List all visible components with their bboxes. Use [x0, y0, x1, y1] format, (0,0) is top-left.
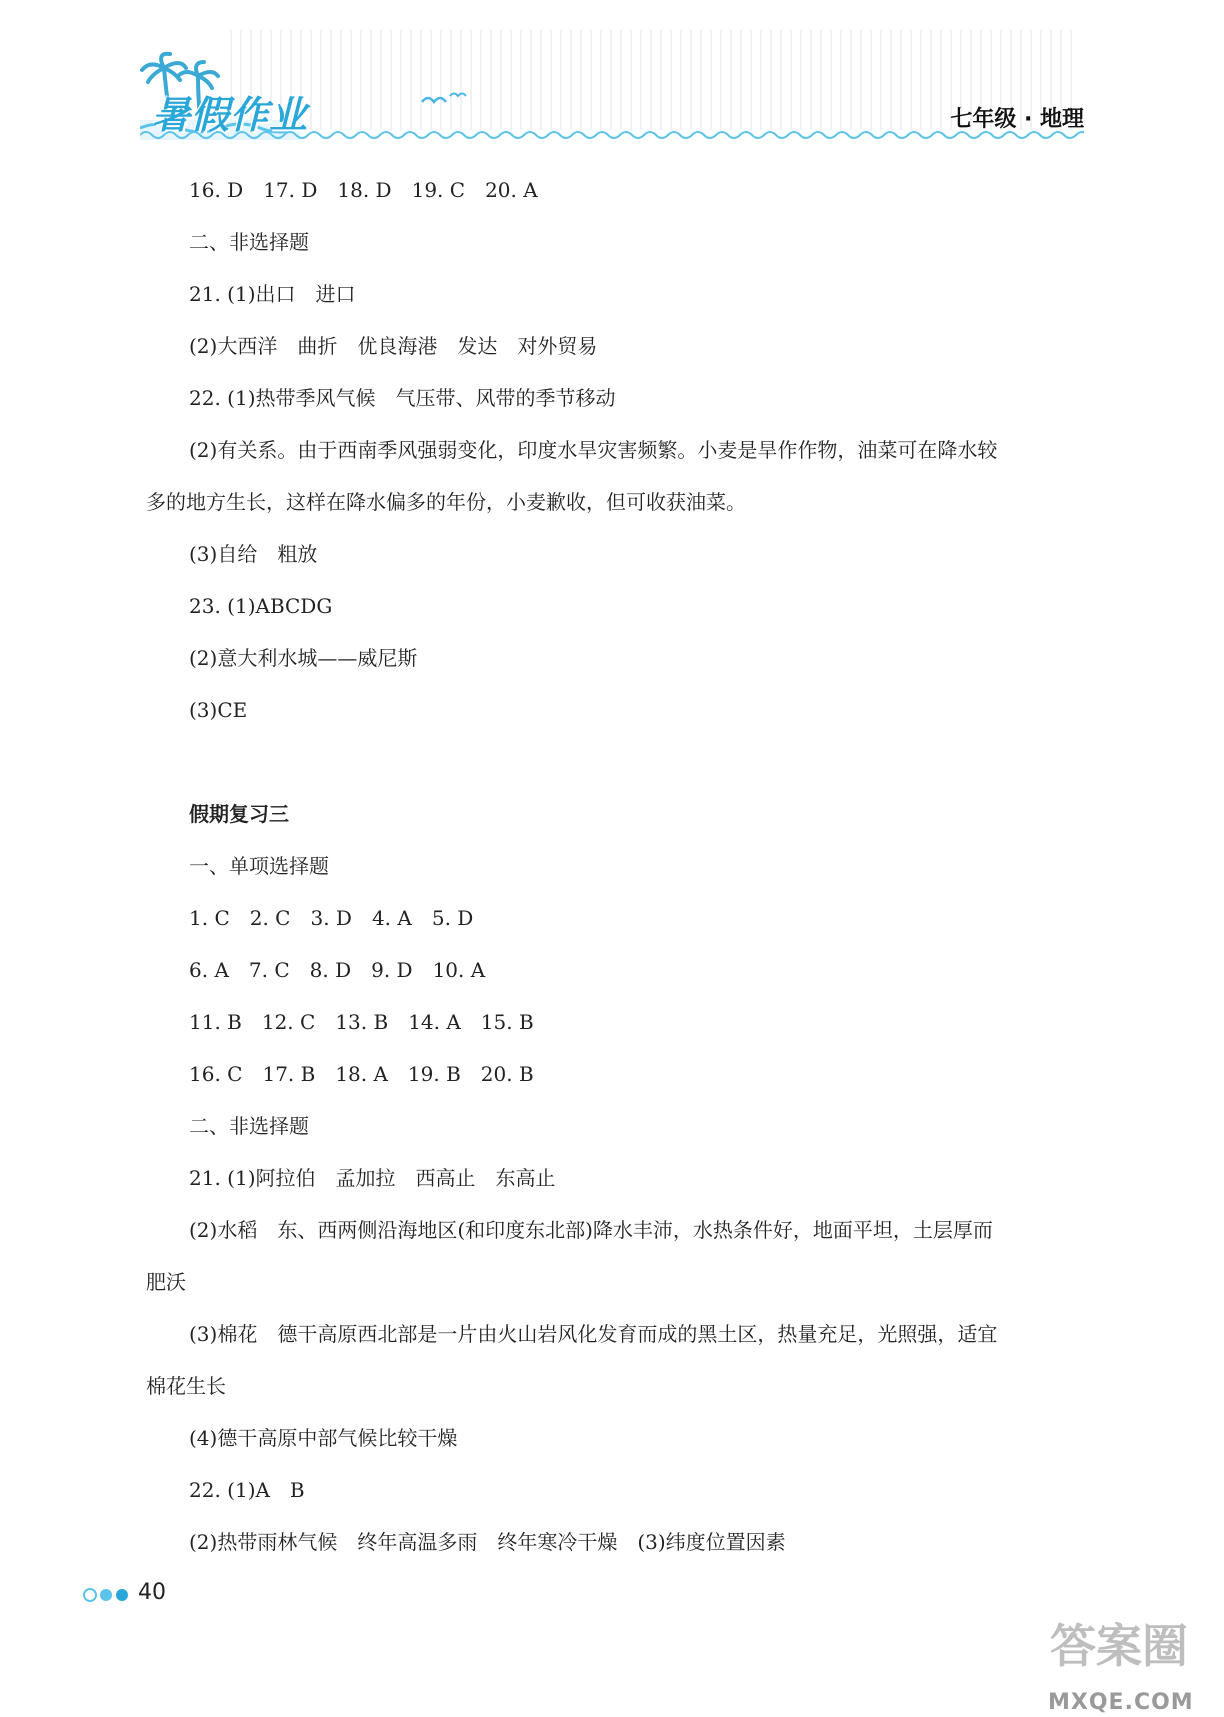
answer-line: 多的地方生长，这样在降水偏多的年份，小麦歉收，但可收获油菜。: [146, 490, 746, 514]
answer-line: 22. (1)热带季风气候 气压带、风带的季节移动: [189, 386, 616, 410]
answer-line: 21. (1)出口 进口: [189, 282, 356, 306]
answer-line: (3)CE: [189, 698, 248, 722]
answer-line: 棉花生长: [146, 1374, 226, 1398]
answer-line: 11. B 12. C 13. B 14. A 15. B: [189, 1010, 534, 1034]
answer-line: 16. D 17. D 18. D 19. C 20. A: [189, 178, 538, 202]
grade-subject-label: 七年级 · 地理: [950, 107, 1084, 132]
section-heading: 二、非选择题: [189, 230, 309, 254]
answer-line: (2)水稻 东、西两侧沿海地区(和印度东北部)降水丰沛，水热条件好，地面平坦，土层厚而: [189, 1218, 993, 1242]
section-heading: 一、单项选择题: [189, 854, 329, 878]
page-number: 40: [138, 1580, 166, 1605]
answer-line: 1. C 2. C 3. D 4. A 5. D: [189, 906, 474, 930]
answer-line: (2)大西洋 曲折 优良海港 发达 对外贸易: [189, 334, 598, 358]
answer-line: (2)热带雨林气候 终年高温多雨 终年寒冷干燥 (3)纬度位置因素: [189, 1530, 786, 1554]
answer-line: 22. (1)A B: [189, 1478, 305, 1502]
review-title: 假期复习三: [189, 802, 289, 826]
answer-line: 16. C 17. B 18. A 19. B 20. B: [189, 1062, 534, 1086]
page-dots-icon: [82, 1585, 132, 1605]
answer-line: 23. (1)ABCDG: [189, 594, 333, 618]
answer-line: (3)棉花 德干高原西北部是一片由火山岩风化发育而成的黑土区，热量充足，光照强，适宜: [189, 1322, 998, 1346]
answer-line: 6. A 7. C 8. D 9. D 10. A: [189, 958, 486, 982]
answer-line: (3)自给 粗放: [189, 542, 318, 566]
answer-line: (2)意大利水城——威尼斯: [189, 646, 418, 670]
section-heading: 二、非选择题: [189, 1114, 309, 1138]
watermark-text: MXQE.COM: [1048, 1690, 1194, 1715]
answer-line: (4)德干高原中部气候比较干燥: [189, 1426, 458, 1450]
answer-line: 21. (1)阿拉伯 孟加拉 西高止 东高止: [189, 1166, 556, 1190]
logo-text: 暑假作业: [152, 93, 309, 137]
watermark-logo-text: 答案圈: [1050, 1619, 1188, 1673]
answer-line: (2)有关系。由于西南季风强弱变化，印度水旱灾害频繁。小麦是旱作作物，油菜可在降水较: [189, 438, 998, 462]
answer-line: 肥沃: [146, 1270, 186, 1294]
